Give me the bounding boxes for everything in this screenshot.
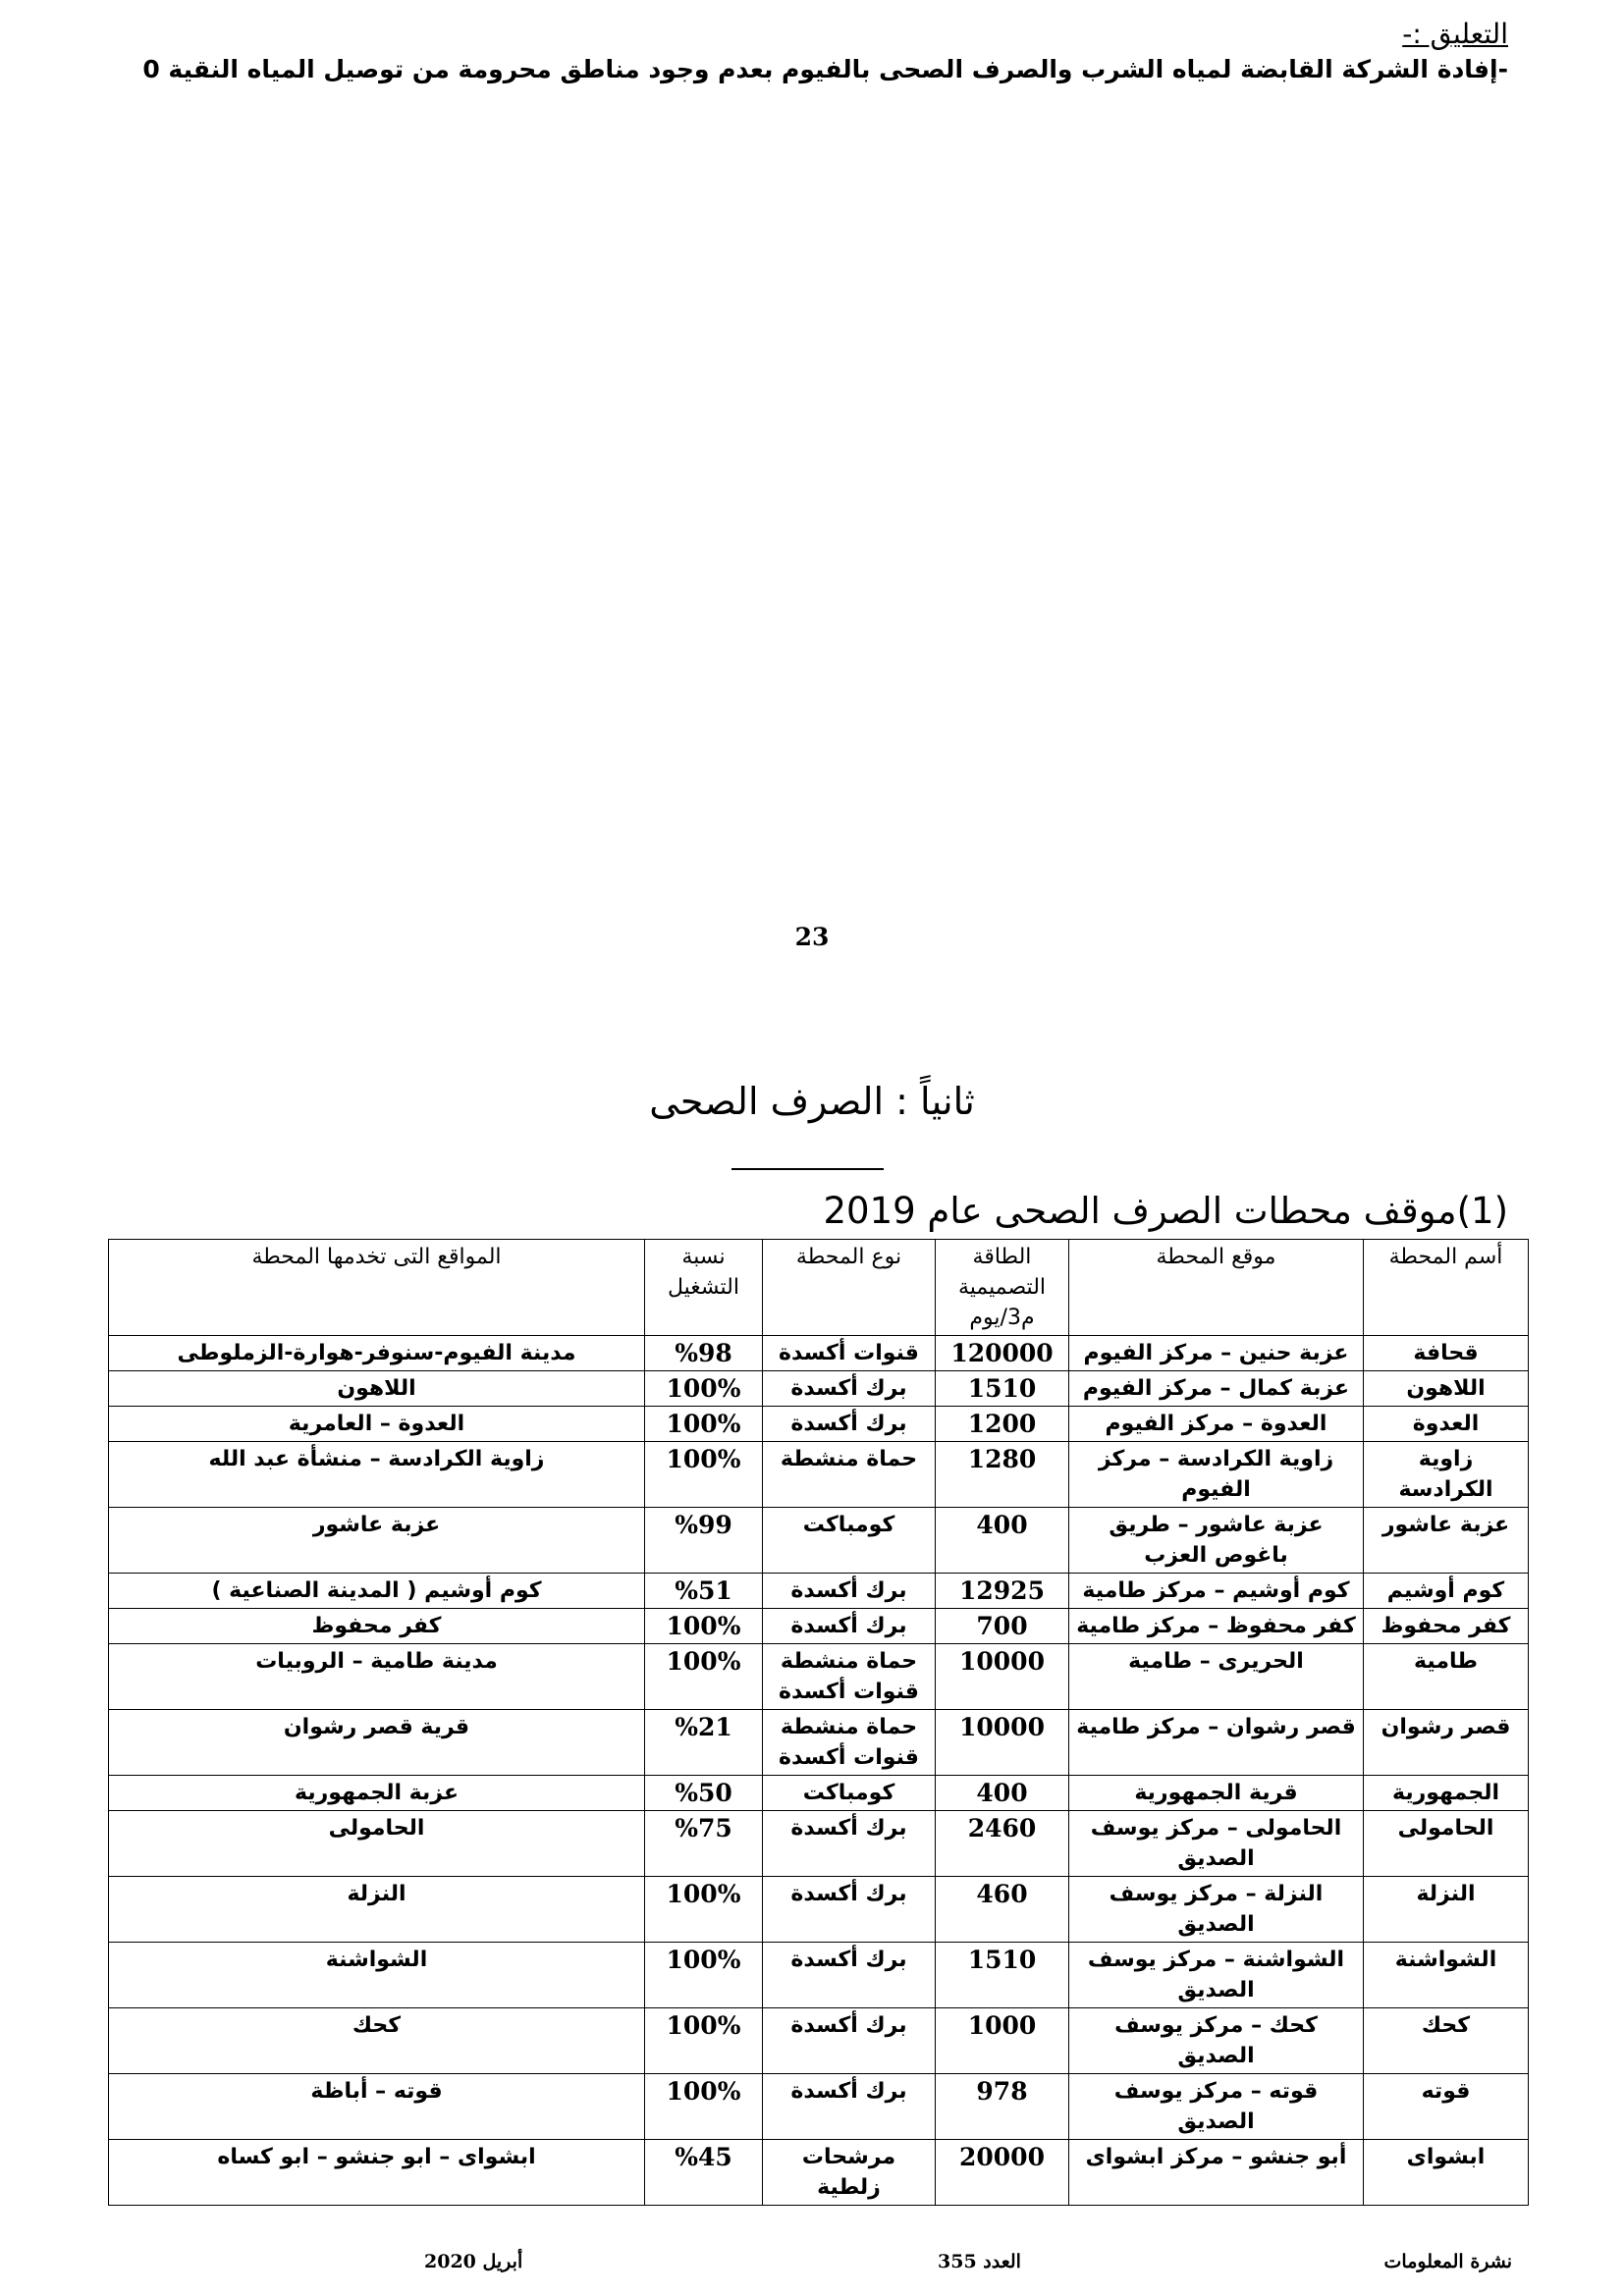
cell-operation-rate: 100% [645, 1877, 763, 1943]
table-row [109, 1442, 1529, 1508]
footer [0, 2251, 1624, 2280]
cell-station-location: زاوية الكرادسة – مركز الفيوم [1069, 1442, 1364, 1508]
cell-station-type: برك أكسدة [763, 1371, 936, 1407]
cell-served-locations: العدوة – العامرية [109, 1407, 645, 1442]
header-operation-rate: نسبة التشغيل [645, 1240, 763, 1336]
cell-station-location: الحامولى – مركز يوسف الصديق [1069, 1811, 1364, 1877]
footer-publication: نشرة المعلومات [1383, 2251, 1512, 2272]
footer-date: أبريل 2020 [424, 2251, 523, 2272]
cell-operation-rate: 100% [645, 1609, 763, 1644]
cell-served-locations: اللاهون [109, 1371, 645, 1407]
table-row [109, 2140, 1529, 2206]
cell-station-location: الحريرى – طامية [1069, 1644, 1364, 1710]
cell-station-type: برك أكسدة [763, 2074, 936, 2140]
header-station-name: أسم المحطة [1364, 1240, 1529, 1336]
cell-station-type: حماة منشطة قنوات أكسدة [763, 1644, 936, 1710]
table-row [109, 1811, 1529, 1877]
table-row [109, 1371, 1529, 1407]
cell-station-location: قرية الجمهورية [1069, 1776, 1364, 1811]
cell-station-type: قنوات أكسدة [763, 1336, 936, 1371]
table-row [109, 1609, 1529, 1644]
cell-station-location: عزبة كمال – مركز الفيوم [1069, 1371, 1364, 1407]
cell-operation-rate: 100% [645, 1371, 763, 1407]
cell-design-capacity: 1000 [936, 2008, 1069, 2074]
cell-design-capacity: 1280 [936, 1442, 1069, 1508]
cell-operation-rate: %99 [645, 1508, 763, 1574]
cell-station-name: قصر رشوان [1364, 1710, 1529, 1776]
cell-station-location: كوم أوشيم – مركز طامية [1069, 1574, 1364, 1609]
cell-design-capacity: 20000 [936, 2140, 1069, 2206]
cell-station-location: أبو جنشو – مركز ابشواى [1069, 2140, 1364, 2206]
cell-served-locations: عزبة عاشور [109, 1508, 645, 1574]
footer-issue: العدد 355 [938, 2251, 1021, 2272]
cell-design-capacity: 2460 [936, 1811, 1069, 1877]
cell-served-locations: مدينة الفيوم-سنوفر-هوارة-الزملوطى [109, 1336, 645, 1371]
table-row [109, 1776, 1529, 1811]
cell-served-locations: قوته – أباظة [109, 2074, 645, 2140]
cell-station-location: قصر رشوان – مركز طامية [1069, 1710, 1364, 1776]
comment-heading: التعليق :- [1402, 18, 1508, 50]
cell-station-location: النزلة – مركز يوسف الصديق [1069, 1877, 1364, 1943]
cell-station-type: حماة منشطة قنوات أكسدة [763, 1710, 936, 1776]
cell-served-locations: مدينة طامية – الروبيات [109, 1644, 645, 1710]
cell-served-locations: الحامولى [109, 1811, 645, 1877]
cell-served-locations: كحك [109, 2008, 645, 2074]
cell-operation-rate: 100% [645, 1943, 763, 2008]
cell-station-name: العدوة [1364, 1407, 1529, 1442]
table-row [109, 2074, 1529, 2140]
table-body [109, 1336, 1529, 2206]
cell-station-location: كحك – مركز يوسف الصديق [1069, 2008, 1364, 2074]
cell-design-capacity: 1510 [936, 1943, 1069, 2008]
cell-served-locations: كفر محفوظ [109, 1609, 645, 1644]
table-header-row [109, 1240, 1529, 1336]
cell-station-type: برك أكسدة [763, 1877, 936, 1943]
cell-station-location: كفر محفوظ – مركز طامية [1069, 1609, 1364, 1644]
cell-station-type: برك أكسدة [763, 2008, 936, 2074]
cell-design-capacity: 460 [936, 1877, 1069, 1943]
cell-design-capacity: 1510 [936, 1371, 1069, 1407]
table-row [109, 1407, 1529, 1442]
cell-station-name: عزبة عاشور [1364, 1508, 1529, 1574]
cell-design-capacity: 700 [936, 1609, 1069, 1644]
table-row [109, 1508, 1529, 1574]
cell-station-name: اللاهون [1364, 1371, 1529, 1407]
cell-station-type: برك أكسدة [763, 1609, 936, 1644]
page-number: 23 [794, 923, 830, 951]
cell-served-locations: ابشواى – ابو جنشو – ابو كساه [109, 2140, 645, 2206]
cell-served-locations: النزلة [109, 1877, 645, 1943]
section-title: ثانياً : الصرف الصحى [649, 1080, 975, 1123]
table-row [109, 2008, 1529, 2074]
cell-station-name: طامية [1364, 1644, 1529, 1710]
table-row [109, 1336, 1529, 1371]
cell-station-type: برك أكسدة [763, 1574, 936, 1609]
cell-design-capacity: 400 [936, 1776, 1069, 1811]
table-row [109, 1943, 1529, 2008]
table-row [109, 1710, 1529, 1776]
cell-served-locations: عزبة الجمهورية [109, 1776, 645, 1811]
header-served-locations: المواقع التى تخدمها المحطة [109, 1240, 645, 1336]
cell-operation-rate: %45 [645, 2140, 763, 2206]
cell-station-name: قوته [1364, 2074, 1529, 2140]
table-row [109, 1644, 1529, 1710]
header-station-type: نوع المحطة [763, 1240, 936, 1336]
cell-design-capacity: 120000 [936, 1336, 1069, 1371]
cell-served-locations: الشواشنة [109, 1943, 645, 2008]
cell-station-name: كحك [1364, 2008, 1529, 2074]
section-title-underline [731, 1168, 884, 1170]
comment-text: -إفادة الشركة القابضة لمياه الشرب والصرف الصحى بالفيوم بعدم وجود مناطق محرومة من توصيل المياه النقية 0 [142, 55, 1508, 83]
cell-design-capacity: 978 [936, 2074, 1069, 2140]
cell-station-type: كومباكت [763, 1508, 936, 1574]
cell-served-locations: كوم أوشيم ( المدينة الصناعية ) [109, 1574, 645, 1609]
cell-operation-rate: 100% [645, 1407, 763, 1442]
cell-station-location: الشواشنة – مركز يوسف الصديق [1069, 1943, 1364, 2008]
cell-operation-rate: %21 [645, 1710, 763, 1776]
cell-design-capacity: 400 [936, 1508, 1069, 1574]
cell-station-type: برك أكسدة [763, 1407, 936, 1442]
cell-station-name: كفر محفوظ [1364, 1609, 1529, 1644]
cell-station-type: كومباكت [763, 1776, 936, 1811]
cell-design-capacity: 10000 [936, 1644, 1069, 1710]
cell-operation-rate: %98 [645, 1336, 763, 1371]
table-title: (1)موقف محطات الصرف الصحى عام 2019 [823, 1190, 1508, 1232]
header-design-capacity: الطاقة التصميمية م3/يوم [936, 1240, 1069, 1336]
header-station-location: موقع المحطة [1069, 1240, 1364, 1336]
cell-operation-rate: %51 [645, 1574, 763, 1609]
cell-station-name: زاوية الكرادسة [1364, 1442, 1529, 1508]
cell-station-name: الجمهورية [1364, 1776, 1529, 1811]
cell-operation-rate: 100% [645, 2008, 763, 2074]
cell-operation-rate: 100% [645, 1644, 763, 1710]
table-row [109, 1877, 1529, 1943]
cell-station-name: ابشواى [1364, 2140, 1529, 2206]
cell-design-capacity: 12925 [936, 1574, 1069, 1609]
cell-station-type: مرشحات زلطية [763, 2140, 936, 2206]
cell-station-name: كوم أوشيم [1364, 1574, 1529, 1609]
cell-station-type: برك أكسدة [763, 1943, 936, 2008]
cell-served-locations: قرية قصر رشوان [109, 1710, 645, 1776]
cell-station-name: الشواشنة [1364, 1943, 1529, 2008]
cell-station-location: العدوة – مركز الفيوم [1069, 1407, 1364, 1442]
cell-station-location: قوته – مركز يوسف الصديق [1069, 2074, 1364, 2140]
stations-table [108, 1239, 1529, 2206]
cell-station-location: عزبة حنين – مركز الفيوم [1069, 1336, 1364, 1371]
cell-served-locations: زاوية الكرادسة – منشأة عبد الله [109, 1442, 645, 1508]
cell-station-name: النزلة [1364, 1877, 1529, 1943]
cell-station-type: حماة منشطة [763, 1442, 936, 1508]
cell-station-name: الحامولى [1364, 1811, 1529, 1877]
cell-design-capacity: 1200 [936, 1407, 1069, 1442]
cell-operation-rate: %50 [645, 1776, 763, 1811]
cell-operation-rate: 100% [645, 2074, 763, 2140]
cell-station-location: عزبة عاشور – طريق باغوص العزب [1069, 1508, 1364, 1574]
table-row [109, 1574, 1529, 1609]
cell-design-capacity: 10000 [936, 1710, 1069, 1776]
cell-station-type: برك أكسدة [763, 1811, 936, 1877]
cell-station-name: قحافة [1364, 1336, 1529, 1371]
cell-operation-rate: 100% [645, 1442, 763, 1508]
cell-operation-rate: %75 [645, 1811, 763, 1877]
